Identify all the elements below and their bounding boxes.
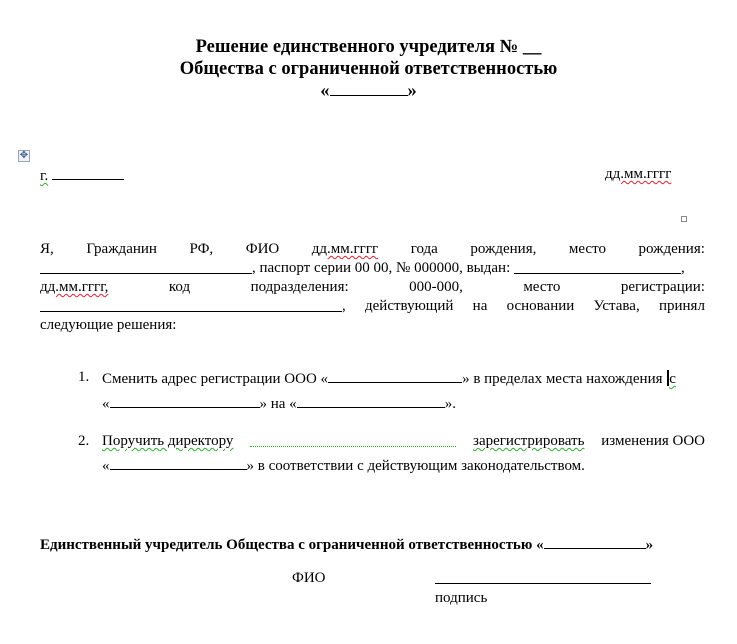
resize-handle-icon[interactable] (681, 216, 687, 222)
paragraph-line-4 (40, 297, 705, 316)
decision-1-line-1 (102, 368, 707, 389)
old-address-blank[interactable] (110, 393, 260, 408)
director-name-blank[interactable] (250, 432, 456, 447)
text: » в пределах места нахождения (462, 371, 667, 387)
text: основании (506, 298, 575, 314)
text: » в соответствии с действующим законодательством. (246, 458, 585, 474)
decision-1-line-2 (102, 393, 707, 414)
text: место (568, 241, 606, 257)
text: Поручить директору (102, 433, 234, 449)
decision-2-line-1 (102, 432, 705, 451)
text: место (523, 279, 561, 295)
text: подразделения: (250, 279, 349, 295)
text: Единственный учредитель Общества с ограниченной ответственностью « (40, 537, 544, 553)
text: с (669, 371, 676, 387)
llc-name-blank[interactable] (328, 368, 462, 383)
issue-date: дд.мм.гггг, (40, 279, 109, 295)
founder-paragraph (40, 240, 705, 335)
move-icon[interactable]: ✥ (19, 150, 29, 161)
birth-date: дд.мм.гггг (311, 241, 379, 257)
llc-name-blank-2[interactable] (110, 455, 247, 470)
decision-1-number: 1. (78, 369, 90, 385)
document-title-line3 (0, 80, 737, 102)
paragraph-line-3 (40, 278, 705, 297)
decision-2-line-2 (102, 455, 705, 476)
text: действующий (365, 298, 454, 314)
text: » на « (259, 396, 297, 412)
text: » (645, 537, 654, 553)
text: изменения ООО (601, 433, 705, 449)
text: рождения: (638, 241, 705, 257)
quote-close: » (407, 81, 417, 101)
text: , (342, 298, 346, 314)
date-value: дд.мм.гггг (605, 166, 672, 182)
text: код (168, 279, 191, 295)
paragraph-line-1 (40, 240, 705, 259)
paragraph-line-2 (40, 259, 705, 278)
text: РФ, (189, 241, 214, 257)
text: рождения, (470, 241, 537, 257)
signature-line[interactable] (435, 583, 651, 584)
text: , (681, 260, 685, 276)
text: года (410, 241, 438, 257)
fio-label: ФИО (292, 570, 326, 586)
text: принял (658, 298, 705, 314)
division-code: 000-000, (409, 279, 463, 295)
text: « (102, 458, 110, 474)
text: Я, (40, 241, 54, 257)
city-field (40, 165, 124, 186)
quote-open: « (320, 81, 330, 101)
text: регистрации: (620, 279, 705, 295)
text: Сменить адрес регистрации ООО « (102, 371, 329, 387)
birthplace-blank[interactable] (40, 259, 252, 274)
issued-by-blank[interactable] (514, 259, 681, 274)
text: ФИО (245, 241, 280, 257)
text: на (472, 298, 488, 314)
founder-company-blank[interactable] (544, 534, 646, 549)
registration-place (40, 297, 346, 316)
founder-signature-line (40, 534, 653, 555)
text: Устава, (593, 298, 640, 314)
decision-2 (102, 432, 705, 476)
text: ». (444, 396, 456, 412)
document-title-line1: Решение единственного учредителя № __ (195, 37, 542, 57)
paragraph-line-5: следующие решения: (40, 317, 177, 333)
decision-1 (102, 368, 707, 414)
document-title-line2: Общества с ограниченной ответственностью (179, 59, 558, 79)
new-address-blank[interactable] (297, 393, 445, 408)
passport-text: , паспорт серии 00 00, № 000000, выдан: (252, 260, 514, 276)
registration-blank[interactable] (40, 297, 342, 312)
text: Гражданин (86, 241, 157, 257)
decision-2-number: 2. (78, 433, 90, 449)
document-date (605, 165, 671, 184)
text: зарегистрировать (473, 433, 585, 449)
city-prefix: г. (40, 168, 49, 184)
company-name-blank[interactable] (330, 80, 408, 96)
signature-label: подпись (435, 590, 488, 606)
city-blank[interactable] (52, 165, 124, 180)
text: « (102, 396, 110, 412)
